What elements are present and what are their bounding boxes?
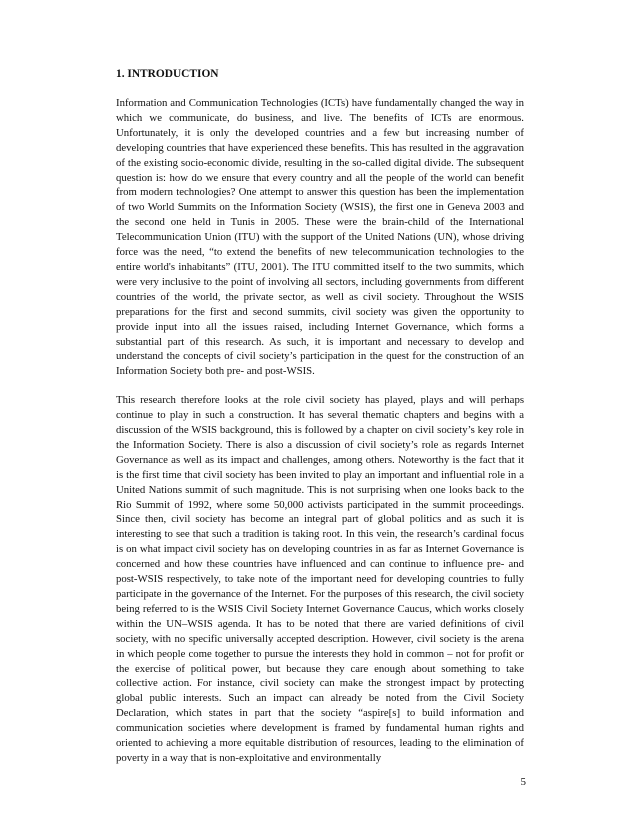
section-heading: 1. INTRODUCTION [116,68,219,80]
page-content [116,67,524,766]
paragraph-2: This research therefore looks at the role civil society has played, plays and will perhaps continue to play in such a construction. It has several thematic chapters and begins with a discussion of the WSIS background, this is followed by a chapter on civil society’s key role in the Information Society. There is also a discussion of civil society’s role as regards Internet Governance as well as its impact and challenges, among others. Noteworthy is the fact that it is the first time that civil society has been invited to play an important and influential role in a United Nations summit of such magnitude. This is not surprising when one looks back to the Rio Summit of 1992, where some 50,000 activists participated in the summit proceedings. Since then, civil society has become an integral part of global politics and as such it is interesting to see that such a tradition is taking root. In this vein, the research’s cardinal focus is on what impact civil society has on developing countries in as far as Internet Governance is concerned and how these countries have influenced and can continue to influence pre- and post-WSIS respectively, to take note of the important need for developing countries to fully participate in the governance of the Internet. For the purposes of this research, the civil society being referred to is the WSIS Civil Society Internet Governance Caucus, which works closely within the UN–WSIS agenda. It has to be noted that there are varied definitions of civil society, with no specific universally accepted description. However, civil society is the arena in which people come together to pursue the interests they hold in common – not for profit or the exercise of political power, but because they care enough about something to take collective action. For instance, civil society can make the strongest impact by protecting global public interests. Such an impact can already be noted from the Civil Society Declaration, which states in part that the society “aspire[s] to build information and communication societies where development is framed by fundamental human rights and oriented to achieving a more equitable distribution of resources, leading to the elimination of poverty in a way that is non-exploitative and environmentally [116,394,524,764]
paragraph-1: Information and Communication Technologies (ICTs) have fundamentally changed the way in which we communicate, do business, and live. The benefits of ICTs are enormous. Unfortunately, it is only the developed countries and a few but increasing number of developing countries that have experienced these benefits. This has resulted in the aggravation of the existing socio-economic divide, resulting in the so-called digital divide. The subsequent question is: how do we ensure that every country and all the people of the world can benefit from modern technologies? One attempt to answer this question has been the implementation of two World Summits on the Information Society (WSIS), the first one in Geneva 2003 and the second one held in Tunis in 2005. These were the brain-child of the International Telecommunication Union (ITU) with the support of the United Nations (UN), whose driving force was the need, “to extend the benefits of new telecommunication technologies to the entire world's inhabitants” (ITU, 2001). The ITU committed itself to the two summits, which were very inclusive to the point of involving all sectors, including governments from different countries of the world, the private sector, as well as civil society. Throughout the WSIS preparations for the first and second summits, civil society was given the opportunity to provide input into all the issues raised, including Internet Governance, which forms a substantial part of this research. As such, it is important and necessary to develop and understand the concepts of civil society’s participation in the quest for the construction of an Information Society both pre- and post-WSIS. [116,97,524,378]
page-number: 5 [520,776,526,788]
